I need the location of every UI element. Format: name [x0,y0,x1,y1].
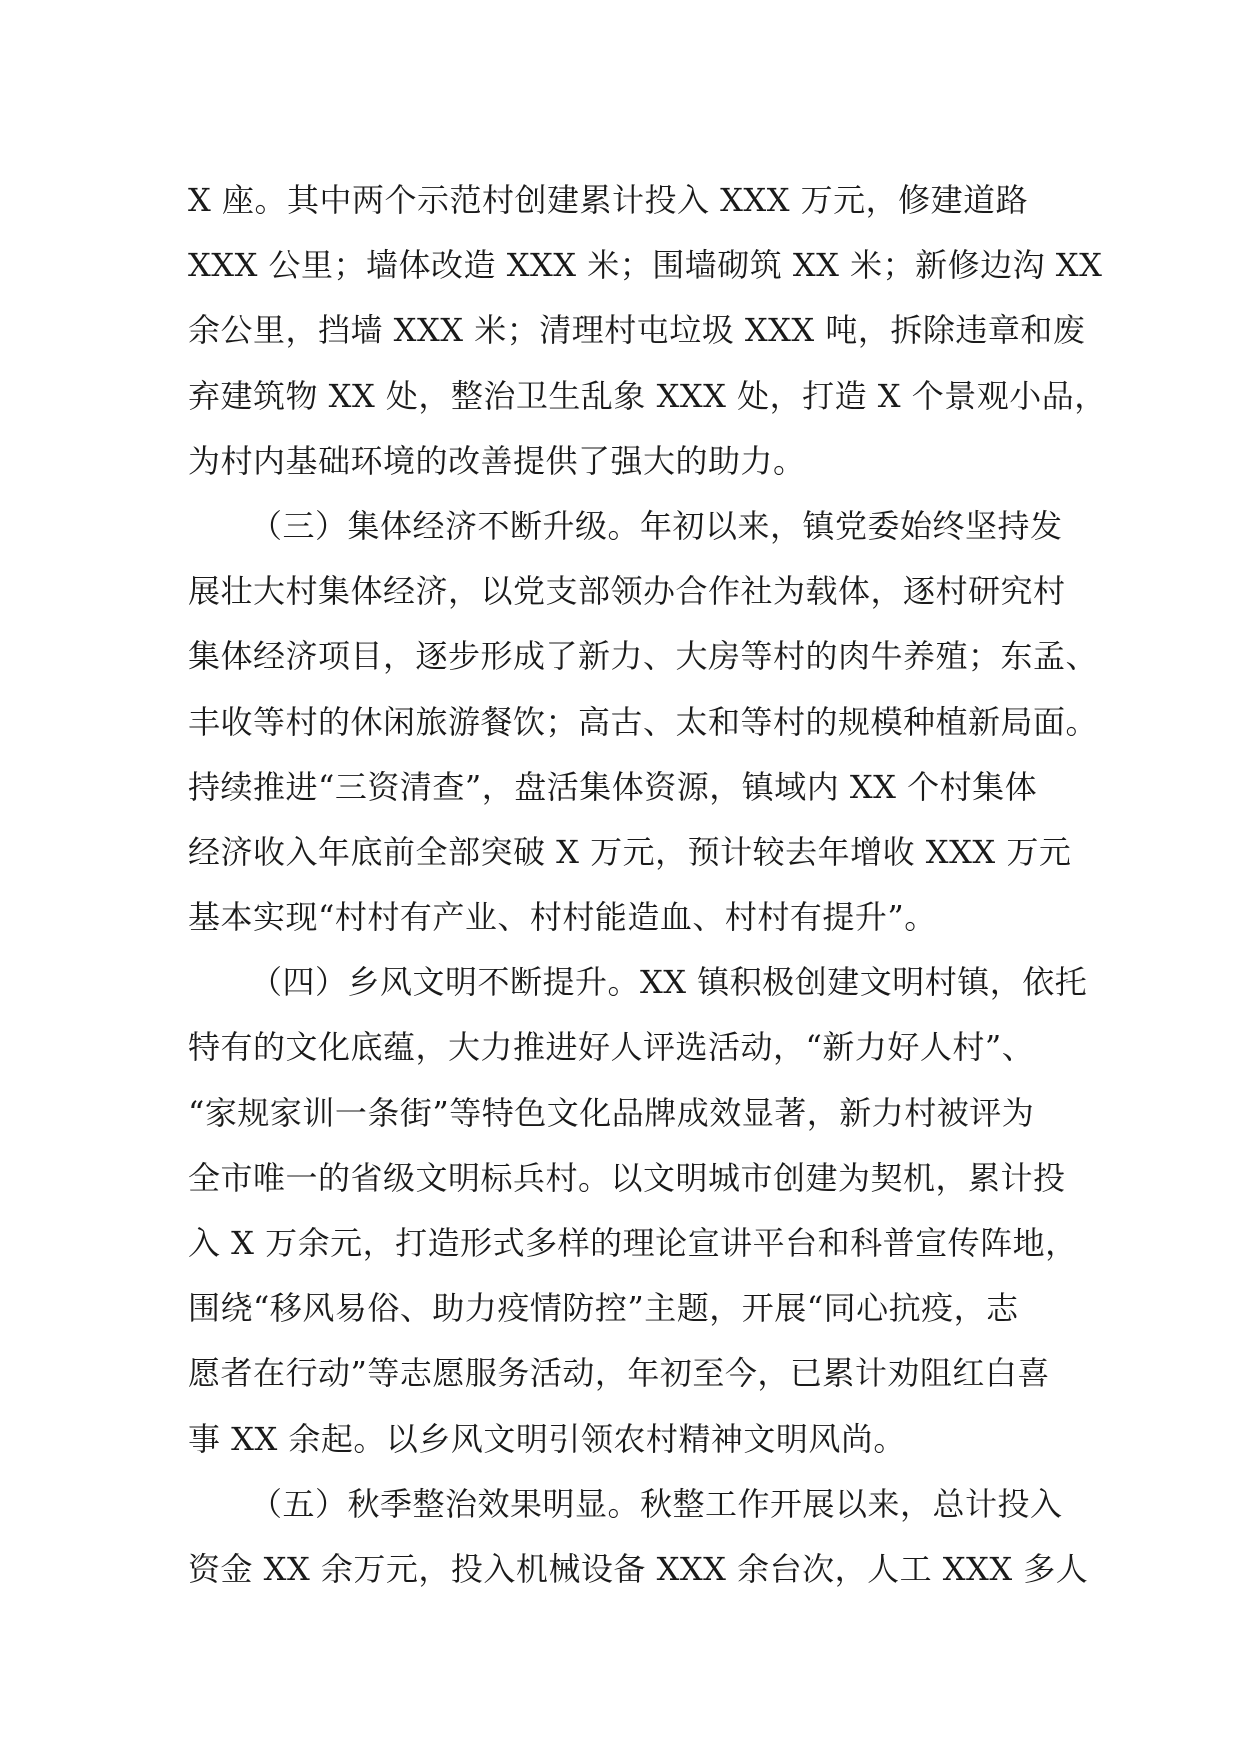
text-line: 资金 XX 余万元，投入机械设备 XXX 余台次，人工 XXX 多人 [188,1549,1089,1588]
text-line: “家规家训一条街”等特色文化品牌成效显著，新力村被评为 [188,1093,1035,1132]
text-line: XXX 公里；墙体改造 XXX 米；围墙砌筑 XX 米；新修边沟 XX [188,246,1103,285]
body-text [188,168,1107,1602]
section-heading-line: （五）秋季整治效果明显。秋整工作开展以来，总计投入 [250,1484,1063,1523]
text-line: 围绕“移风易俗、助力疫情防控”主题，开展“同心抗疫，志 [188,1289,1019,1328]
text-line: 经济收入年底前全部突破 X 万元，预计较去年增收 XXX 万元 [188,832,1072,871]
text-line: 基本实现“村村有产业、村村能造血、村村有提升”。 [188,898,937,937]
text-line: 展壮大村集体经济，以党支部领办合作社为载体，逐村研究村 [188,572,1066,611]
text-line: 事 XX 余起。以乡风文明引领农村精神文明风尚。 [188,1419,906,1458]
text-line: 持续推进“三资清查”，盘活集体资源，镇域内 XX 个村集体 [188,767,1038,806]
text-line: 丰收等村的休闲旅游餐饮；高古、太和等村的规模种植新局面。 [188,702,1099,741]
section-heading-line: （三）集体经济不断升级。年初以来，镇党委始终坚持发 [250,506,1063,545]
text-line: 余公里，挡墙 XXX 米；清理村屯垃圾 XXX 吨，拆除违章和废 [188,311,1086,350]
section-heading-line: （四）乡风文明不断提升。XX 镇积极创建文明村镇，依托 [250,963,1088,1002]
text-line: 入 X 万余元，打造形式多样的理论宣讲平台和科普宣传阵地， [188,1224,1078,1262]
text-line: 弃建筑物 XX 处，整治卫生乱象 XXX 处，打造 X 个景观小品， [188,376,1107,415]
text-line: 特有的文化底蕴，大力推进好人评选活动，“新力好人村”、 [188,1028,1035,1067]
text-line: 集体经济项目，逐步形成了新力、大房等村的肉牛养殖；东孟、 [188,637,1099,676]
text-line: 全市唯一的省级文明标兵村。以文明城市创建为契机，累计投 [188,1158,1066,1197]
text-line: 为村内基础环境的改善提供了强大的助力。 [188,441,806,480]
text-line: X 座。其中两个示范村创建累计投入 XXX 万元，修建道路 [188,181,1029,219]
text-line: 愿者在行动”等志愿服务活动，年初至今，已累计劝阻红白喜 [188,1354,1050,1393]
